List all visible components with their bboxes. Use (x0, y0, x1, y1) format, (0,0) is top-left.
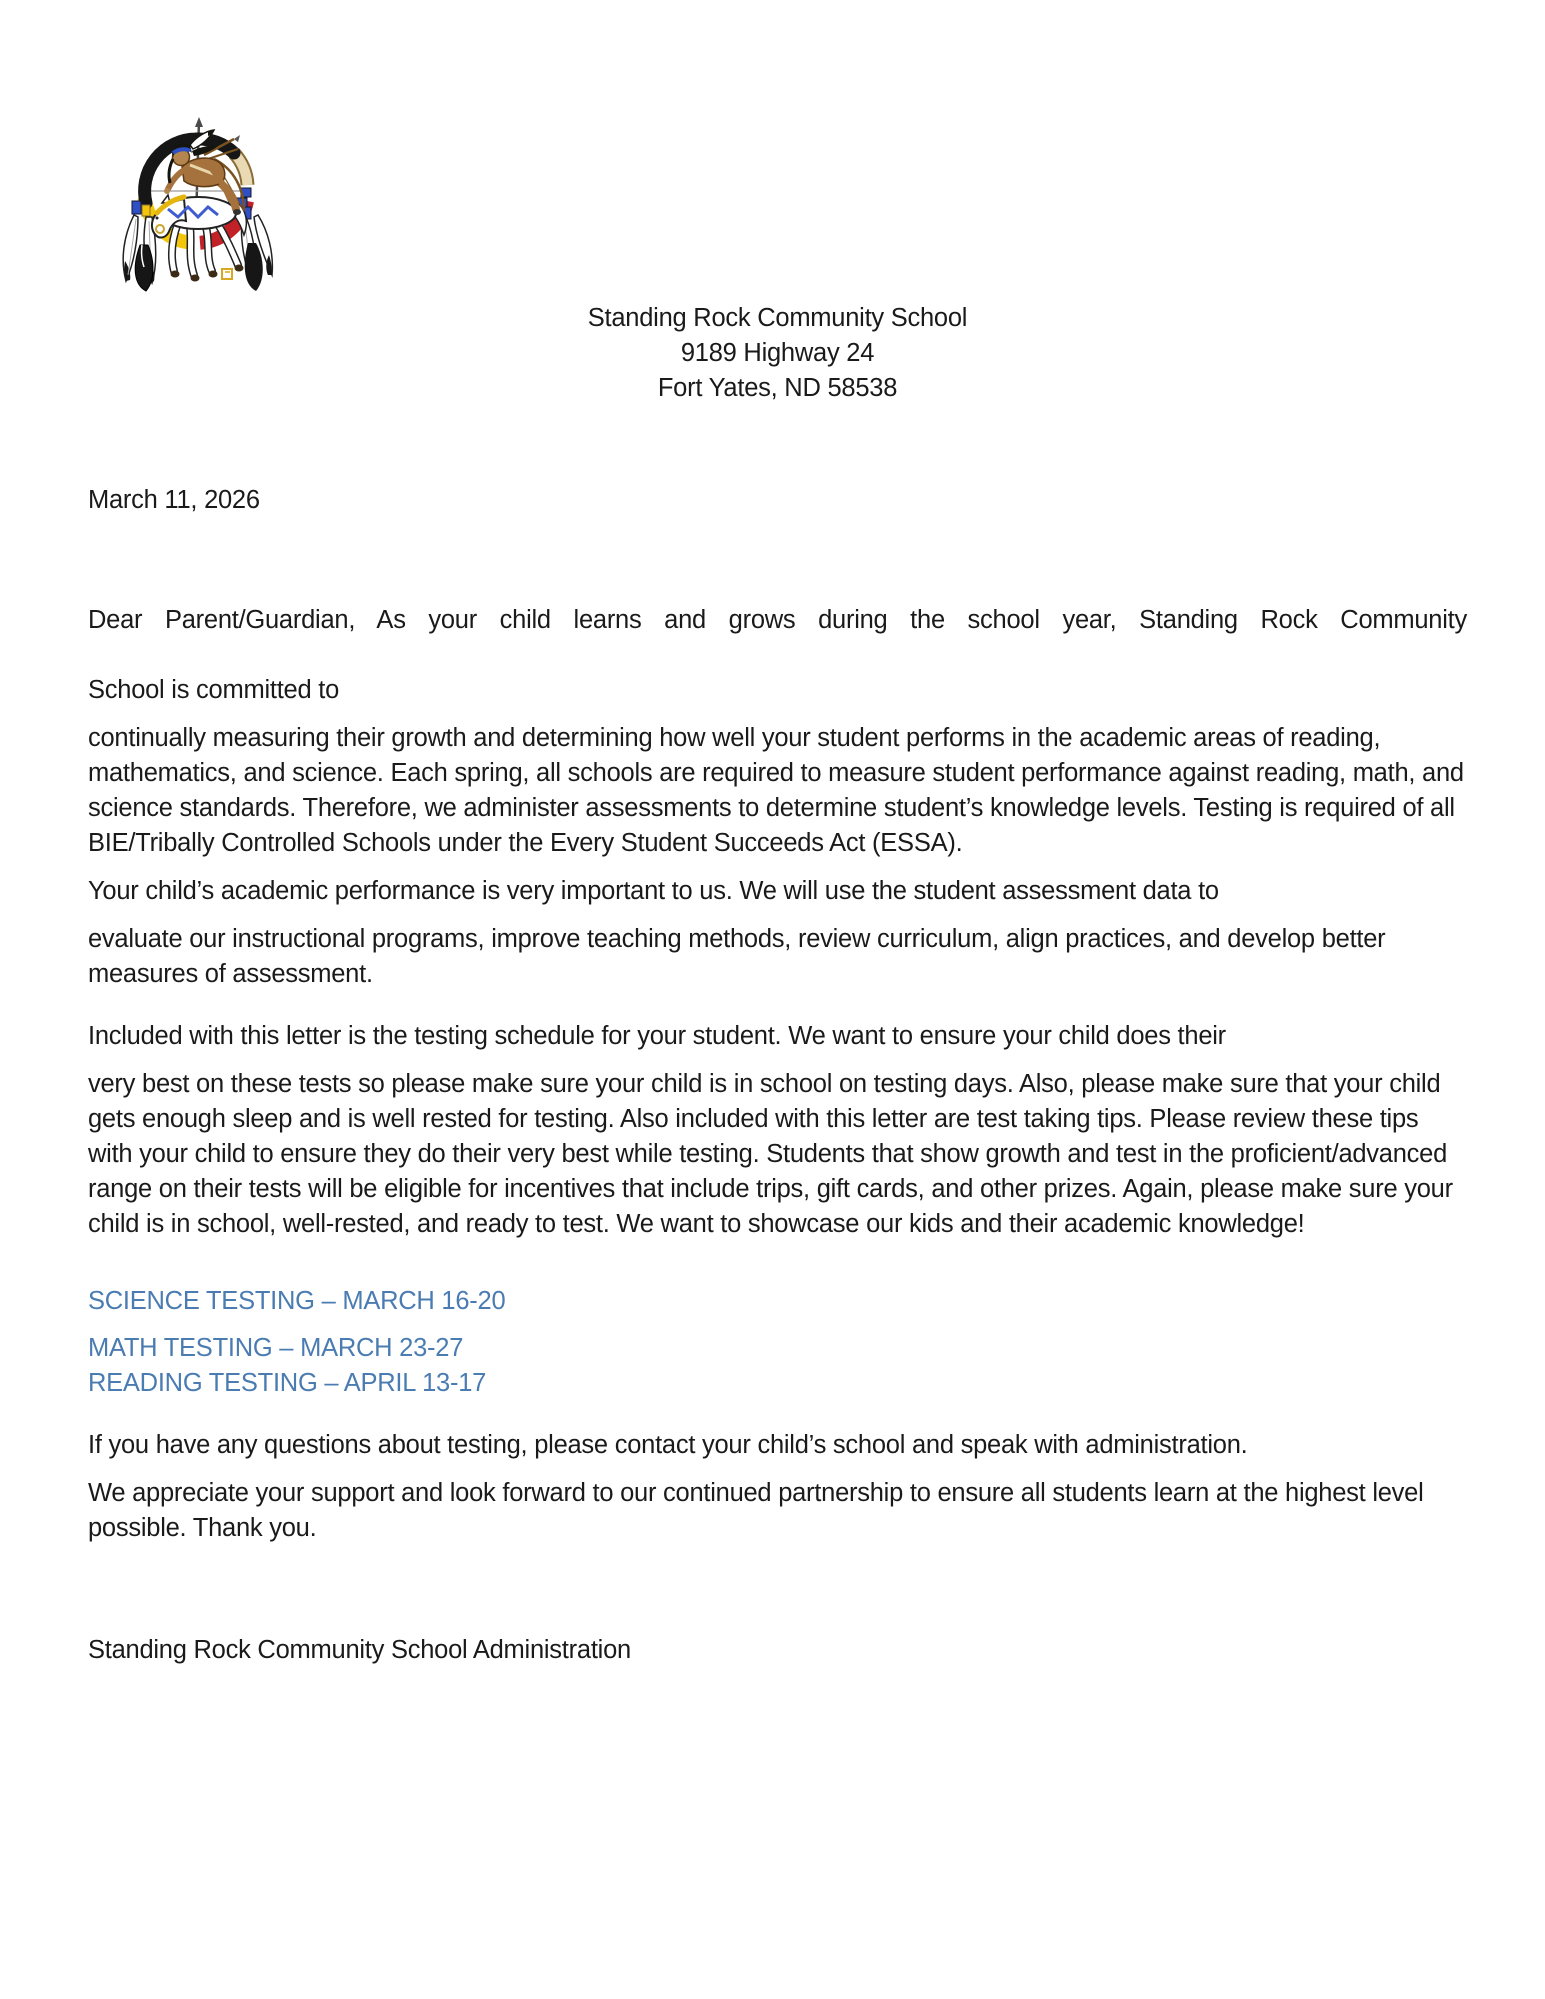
schedule-line-reading: READING TESTING – APRIL 13-17 (88, 1369, 487, 1397)
signature-line: Standing Rock Community School Administration (88, 1636, 631, 1664)
letterhead-address-line2: Fort Yates, ND 58538 (657, 374, 898, 402)
letterhead-address-line1: 9189 Highway 24 (680, 339, 875, 367)
salutation-continued: School is committed to (88, 676, 340, 704)
schedule-line-science: SCIENCE TESTING – MARCH 16-20 (88, 1287, 506, 1315)
letter-date: March 11, 2026 (88, 486, 260, 514)
schedule-line-math: MATH TESTING – MARCH 23-27 (88, 1334, 464, 1362)
paragraph-performance-continued: evaluate our instructional programs, improve teaching methods, review curriculum, align practices, and develop better measures of assessment. (88, 925, 1386, 988)
paragraph-performance: Your child’s academic performance is very important to us. We will use the student assessment data to (88, 877, 1219, 905)
school-logo-icon (96, 103, 296, 293)
letterhead-school-name: Standing Rock Community School (587, 304, 968, 332)
paragraph-questions: If you have any questions about testing, please contact your child’s school and speak with administration. (88, 1431, 1248, 1459)
salutation-line: Dear Parent/Guardian, As your child learns and grows during the school year, Standing Rock Community (88, 606, 1467, 634)
paragraph-schedule-continued: very best on these tests so please make sure your child is in school on testing days. Also, please make sure that your child gets enough sleep and is well rested for testing. Also included with this letter are test taking tips. Please review these tips with your child to ensure they do their very best while testing. Students that show growth and test in the proficient/advanced range on their tests will be eligible for incentives that include trips, gift cards, and other prizes. Again, please make sure your child is in school, well-rested, and ready to test. We want to showcase our kids and their academic knowledge! (88, 1070, 1453, 1238)
paragraph-appreciation: We appreciate your support and look forward to our continued partnership to ensure all students learn at the highest level possible. Thank you. (88, 1479, 1424, 1542)
paragraph-measuring: continually measuring their growth and determining how well your student performs in the academic areas of reading, mathematics, and science. Each spring, all schools are required to measure student performance against reading, math, and science standards. Therefore, we administer assessments to determine student’s knowledge levels. Testing is required of all BIE/Tribally Controlled Schools under the Every Student Succeeds Act (ESSA). (88, 724, 1464, 857)
logo-artist-mark (222, 269, 232, 279)
paragraph-schedule-intro: Included with this letter is the testing schedule for your student. We want to ensure your child does their (88, 1022, 1226, 1050)
school-logo (96, 103, 296, 293)
letterhead (88, 301, 1467, 406)
